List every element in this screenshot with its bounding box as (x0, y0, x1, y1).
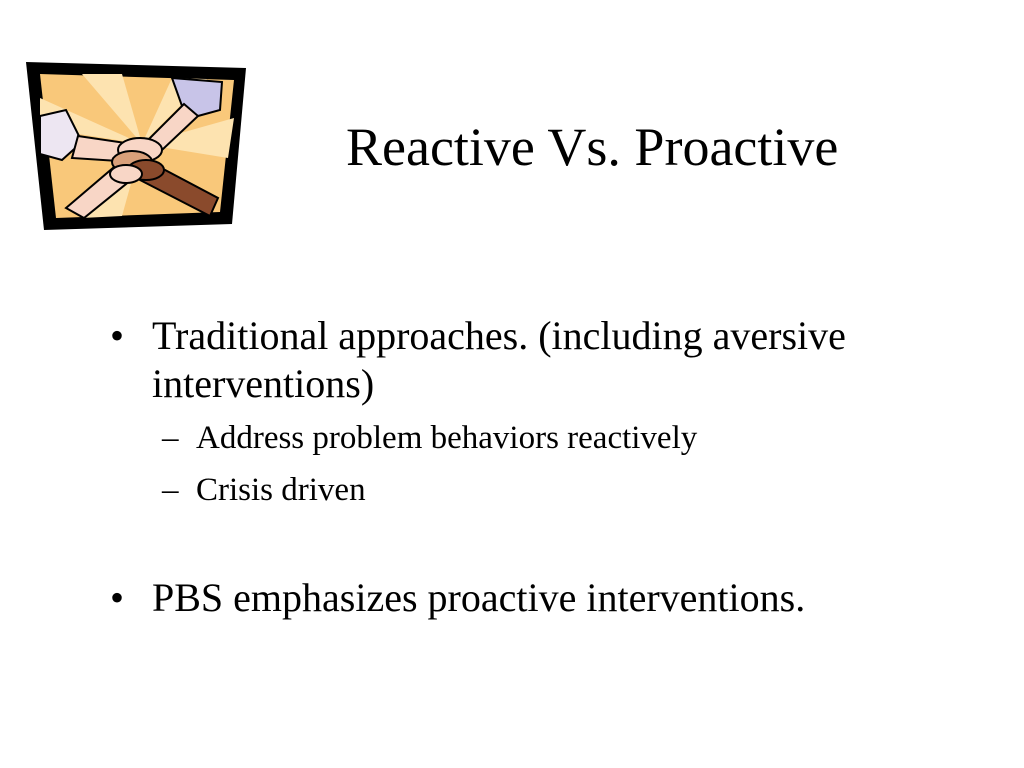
stacked-hands-icon (22, 58, 250, 234)
sub-bullet-text: Crisis driven (196, 472, 366, 508)
spacer (110, 510, 990, 574)
bullet-item (110, 312, 990, 408)
sub-bullet-marker: – (162, 420, 179, 456)
bullet-list (110, 312, 990, 622)
sub-bullet-marker: – (162, 472, 179, 508)
bullet-text: PBS emphasizes proactive interventions. (152, 575, 806, 620)
bullet-item (110, 574, 990, 622)
bullet-marker: • (110, 313, 125, 358)
slide-title: Reactive Vs. Proactive (346, 117, 839, 177)
sub-bullet-item (110, 470, 990, 510)
bullet-marker: • (110, 575, 125, 620)
sub-bullet-text: Address problem behaviors reactively (196, 420, 698, 456)
sub-bullet-item (110, 418, 990, 458)
bullet-text: Traditional approaches. (including aversive interventions) (152, 313, 846, 406)
